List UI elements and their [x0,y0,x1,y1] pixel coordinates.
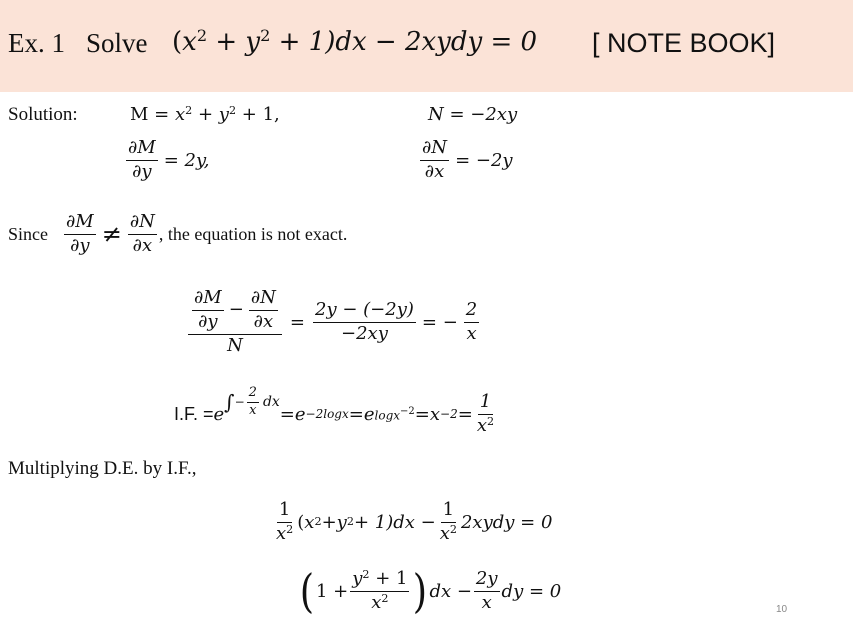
coefficient-fraction-1: $\frac{1}{x^2}$ [276,499,294,544]
if-result-fraction: $\frac{1}{x^2}$ [476,391,495,436]
dn-dx-equation: $\frac{\partial N}{\partial x}$ = −2y [422,137,513,182]
dn-dx-fraction: $\frac{\partial N}{\partial x}$ [422,137,448,182]
m-definition: $M = x^2 + y^2 + 1$, [130,103,280,125]
n-definition: N = −2xy [428,104,518,125]
problem-equation: $(x^2 + y^2 + 1)dx$ − 2xydy = 0 [172,26,538,57]
two-y-over-x-fraction: $\frac{2y}{x}$ [475,567,498,613]
ratio-result-fraction: $\frac{2}{x}$ [465,299,478,345]
solution-label: Solution: [8,104,78,125]
note-book-tag: [ NOTE BOOK] [592,28,776,58]
dm-dy-equation: $\frac{\partial M}{\partial y}$ = 2y, [128,137,210,182]
example-label: Ex. 1 [8,28,65,58]
since-statement: Since $\frac{\partial M}{\partial y}$ ≠ $\frac{\partial N}{\partial x}$ , the equation is not exact. [8,211,348,256]
dm-dy-fraction: $\frac{\partial M}{\partial y}$ [128,137,156,182]
integrating-factor-line: I.F. = e ∫ − $\frac{2}{x}$ dx = e −2logx = e logx$^{-2}$ = x −2 = $\frac{1}{x^2}$ [174,385,495,436]
solve-label: Solve [86,28,148,58]
page-number: 10 [776,604,788,615]
integrating-factor-ratio: $\frac{\partial M}{\partial y}$ − $\frac{\partial N}{\partial x}$ N = $\frac{2y - (-2y)}{-2xy}$ = − $\frac{2}{x}$ [186,288,481,357]
if-exponent: ∫ − $\frac{2}{x}$ dx [224,385,280,418]
ratio-outer-fraction: $\frac{\partial M}{\partial y}$ − $\frac{\partial N}{\partial x}$ N [188,288,282,357]
multiplied-equation: $\frac{1}{x^2}$ ( x 2 + y 2 + 1)dx − $\frac{1}{x^2}$ 2xydy = 0 [276,499,553,544]
multiplying-statement: Multiplying D.E. by I.F., [8,458,197,479]
y-squared-fraction: $\frac{y^2 + 1}{x^2}$ [352,567,408,613]
since-dn-dx-fraction: $\frac{\partial N}{\partial x}$ [129,211,155,256]
exact-form-equation: ( 1 + $\frac{y^2 + 1}{x^2}$ ) dx − $\frac{2y}{x}$ dy = 0 [299,564,562,618]
coefficient-fraction-2: $\frac{1}{x^2}$ [439,499,457,544]
since-dm-dy-fraction: $\frac{\partial M}{\partial y}$ [66,211,94,256]
ratio-middle-fraction: $\frac{2y - (-2y)}{-2xy}$ [315,299,414,345]
